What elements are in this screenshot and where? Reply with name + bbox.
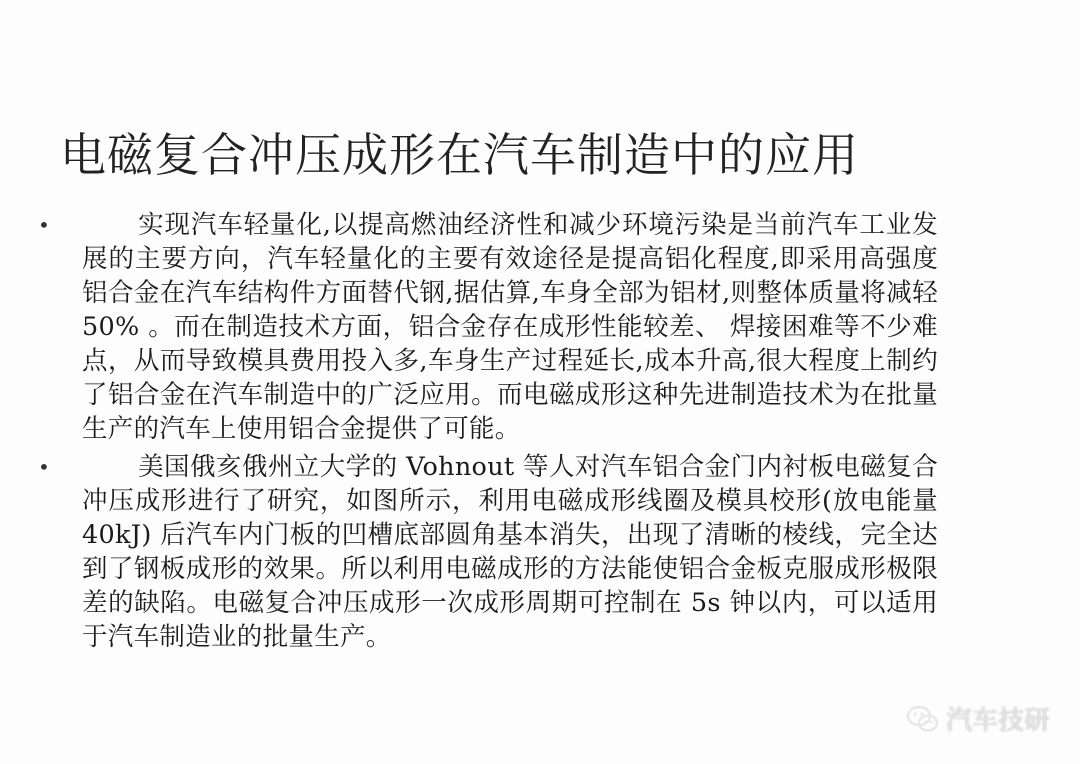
bullet-marker: • <box>38 213 50 237</box>
bullet-item <box>38 450 938 654</box>
bullet-marker: • <box>38 455 50 479</box>
bullet-item <box>38 208 938 446</box>
watermark-text: 汽车技研 <box>945 706 1050 736</box>
watermark <box>906 700 1050 737</box>
bullet-text: 实现汽车轻量化,以提高燃油经济性和减少环境污染是当前汽车工业发展的主要方向，汽车轻量化的主要有效途径是提高铝化程度,即采用高强度铝合金在汽车结构件方面替代钢,据估算,车身全部为铝材,则整体质量将减轻 50% 。而在制造技术方面，铝合金存在成形性能较差、 焊接困难等不少难点，从而导致模具费用投入多,车身生产过程延长,成本升高,很大程度上制约了铝合金在汽车制造中的广泛应用。而电磁成形这种先进制造技术为在批量生产的汽车上使用铝合金提供了可能。 <box>82 210 938 444</box>
bullet-list <box>38 208 938 658</box>
slide-title: 电磁复合冲压成形在汽车制造中的应用 <box>60 127 859 182</box>
bullet-text: 美国俄亥俄州立大学的 Vohnout 等人对汽车铝合金门内衬板电磁复合冲压成形进行了研究，如图所示，利用电磁成形线圈及模具校形(放电能量40kJ) 后汽车内门板的凹槽底部圆角基本消失，出现了清晰的棱线，完全达到了钢板成形的效果。所以利用电磁成形的方法能使铝合金板克服成形极限差的缺陷。电磁复合冲压成形一次成形周期可控制在 5s 钟以内，可以适用于汽车制造业的批量生产。 <box>82 452 938 652</box>
wechat-icon <box>906 704 940 734</box>
